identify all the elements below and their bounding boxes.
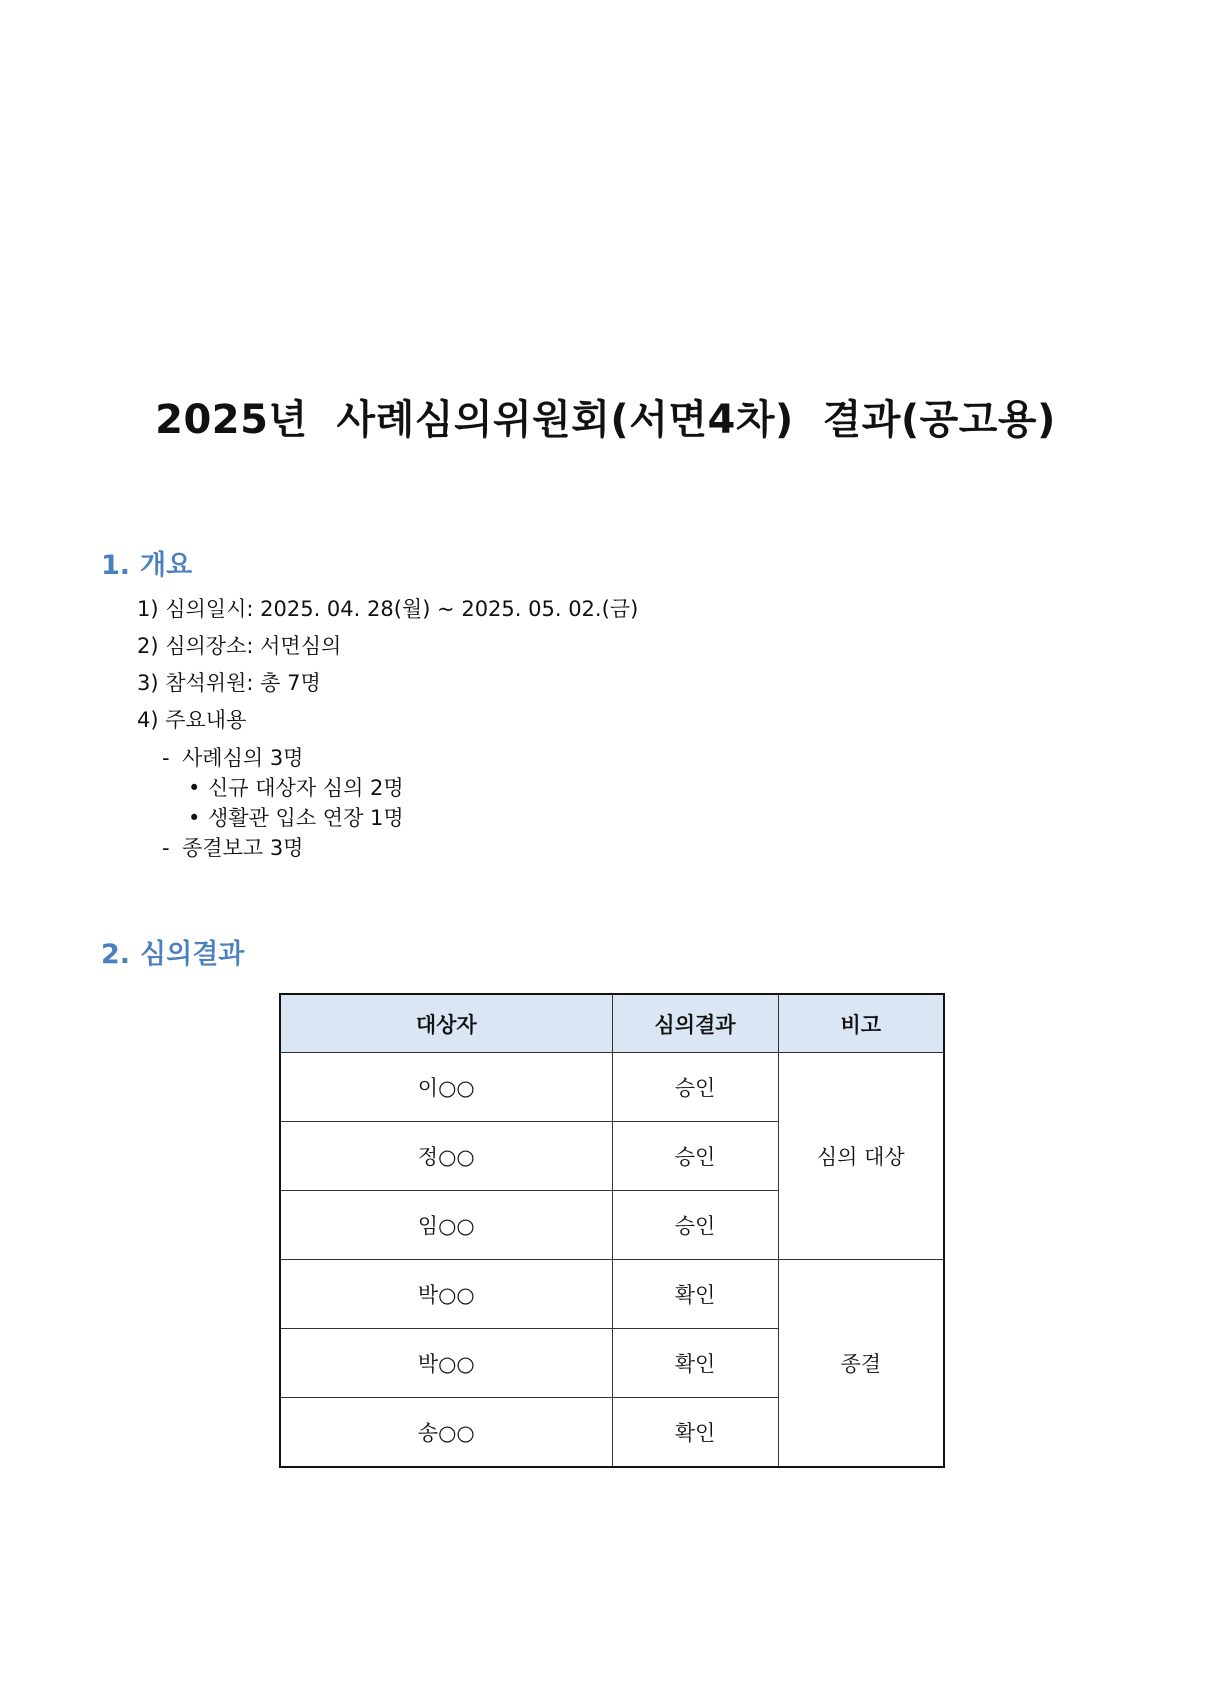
section-heading-overview — [101, 543, 192, 582]
overview-item-contents: 4) 주요내용 — [137, 708, 247, 732]
sub-item-text: 종결보고 3명 — [182, 836, 304, 860]
overview-item-members: 3) 참석위원: 총 7명 — [137, 671, 321, 695]
header-result: 심의결과 — [612, 994, 778, 1053]
section-title: 개요 — [140, 550, 193, 581]
cell-name: 박○○ — [280, 1329, 612, 1398]
overview-item-place: 2) 심의장소: 서면심의 — [137, 634, 342, 658]
header-note: 비고 — [778, 994, 944, 1053]
sub-item-text: 생활관 입소 연장 1명 — [208, 806, 404, 830]
cell-result: 승인 — [612, 1122, 778, 1191]
document-title: 2025년 사례심의위원회(서면4차) 결과(공고용) — [155, 397, 1056, 443]
table-row — [280, 1053, 944, 1122]
sub-item-closure — [162, 832, 303, 862]
sub-item-text: 사례심의 3명 — [182, 746, 304, 770]
cell-result: 승인 — [612, 1191, 778, 1260]
cell-name: 송○○ — [280, 1398, 612, 1468]
header-target: 대상자 — [280, 994, 612, 1053]
sub-item-text: 신규 대상자 심의 2명 — [208, 776, 404, 800]
table-row — [280, 1260, 944, 1329]
cell-name: 정○○ — [280, 1122, 612, 1191]
sub-item-extension — [188, 802, 404, 832]
overview-item-date: 1) 심의일시: 2025. 04. 28(월) ~ 2025. 05. 02.(금) — [137, 597, 639, 621]
section-number: 2. — [101, 939, 131, 970]
section-heading-results — [101, 932, 244, 971]
table-header-row — [280, 994, 944, 1053]
cell-result: 승인 — [612, 1053, 778, 1122]
bullet-marker: • — [188, 806, 201, 830]
results-table — [279, 993, 945, 1468]
cell-note-review: 심의 대상 — [778, 1053, 944, 1260]
sub-item-new-review — [188, 772, 404, 802]
cell-note-closure: 종결 — [778, 1260, 944, 1468]
section-number: 1. — [101, 550, 131, 581]
cell-result: 확인 — [612, 1398, 778, 1468]
cell-name: 임○○ — [280, 1191, 612, 1260]
sub-item-case-review — [162, 742, 303, 772]
cell-result: 확인 — [612, 1260, 778, 1329]
dash-marker: - — [162, 836, 170, 860]
cell-result: 확인 — [612, 1329, 778, 1398]
bullet-marker: • — [188, 776, 201, 800]
dash-marker: - — [162, 746, 170, 770]
cell-name: 이○○ — [280, 1053, 612, 1122]
section-title: 심의결과 — [140, 939, 245, 970]
cell-name: 박○○ — [280, 1260, 612, 1329]
